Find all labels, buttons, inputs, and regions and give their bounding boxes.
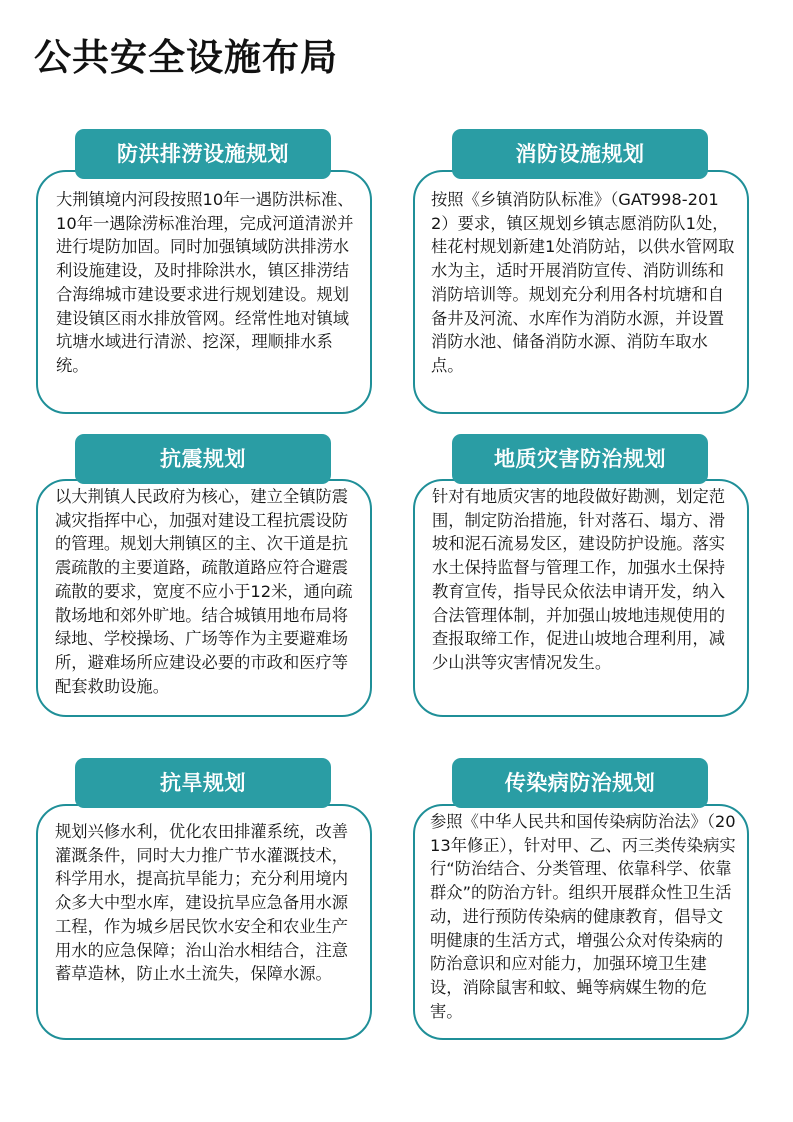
earthquake-text: 以大荆镇人民政府为核心，建立全镇防震减灾指挥中心，加强对建设工程抗震设防的管理。规划大荆镇区的主、次干道是抗震疏散的主要道路，疏散道路应符合避震疏散的要求，宽度不应小于12米，通向疏散场地和郊外旷地。结合城镇用地布局将绿地、学校操场、广场等作为主要避难场所，避难场所应建设必要的市政和医疗等配套救助设施。 [55,487,353,696]
infectious-disease-text: 参照《中华人民共和国传染病防治法》（2013年修正），针对甲、乙、丙三类传染病实行“防治结合、分类管理、依靠科学、依靠群众”的防治方针。组织开展群众性卫生活动，进行预防传染病的健康教育，倡导文明健康的生活方式，增强公众对传染病的防治意识和应对能力，加强环境卫生建设，消除鼠害和蚊、蝇等病媒生物的危害。 [430,812,736,1021]
earthquake-title: 抗震规划 [75,434,331,484]
fire-protection-title: 消防设施规划 [452,129,708,179]
geological-hazard-text: 针对有地质灾害的地段做好勘测，划定范围，制定防治措施，针对落石、塌方、滑坡和泥石流易发区，建设防护设施。落实水土保持监督与管理工作，加强水土保持教育宣传，指导民众依法申请开发，纳入合法管理体制，并加强山坡地违规使用的查报取缔工作，促进山坡地合理利用，减少山洪等灾害情况发生。 [432,487,726,672]
page-title: 公共安全设施布局 [34,36,338,79]
flood-control-text: 大荆镇境内河段按照10年一遇防洪标准、10年一遇除涝标准治理，完成河道清淤并进行堤防加固。同时加强镇域防洪排涝水利设施建设，及时排除洪水，镇区排涝结合海绵城市建设要求进行规划建设。规划建设镇区雨水排放管网。经常性地对镇域坑塘水域进行清淤、挖深，理顺排水系统。 [56,190,354,375]
geological-hazard-title: 地质灾害防治规划 [452,434,708,484]
infectious-disease-title: 传染病防治规划 [452,758,708,808]
flood-control-title: 防洪排涝设施规划 [75,129,331,179]
drought-text: 规划兴修水利，优化农田排灌系统，改善灌溉条件，同时大力推广节水灌溉技术，科学用水，提高抗旱能力；充分利用境内众多大中型水库，建设抗旱应急备用水源工程，作为城乡居民饮水安全和农业生产用水的应急保障；治山治水相结合，注意蓄草造林，防止水土流失，保障水源。 [55,822,349,984]
fire-protection-text: 按照《乡镇消防队标准》（GAT998-2012）要求，镇区规划乡镇志愿消防队1处，桂花村规划新建1处消防站，以供水管网取水为主，适时开展消防宣传、消防训练和消防培训等。规划充分利用各村坑塘和自备井及河流、水库作为消防水源，并设置消防水池、储备消防水源、消防车取水点。 [431,190,735,375]
drought-title: 抗旱规划 [75,758,331,808]
